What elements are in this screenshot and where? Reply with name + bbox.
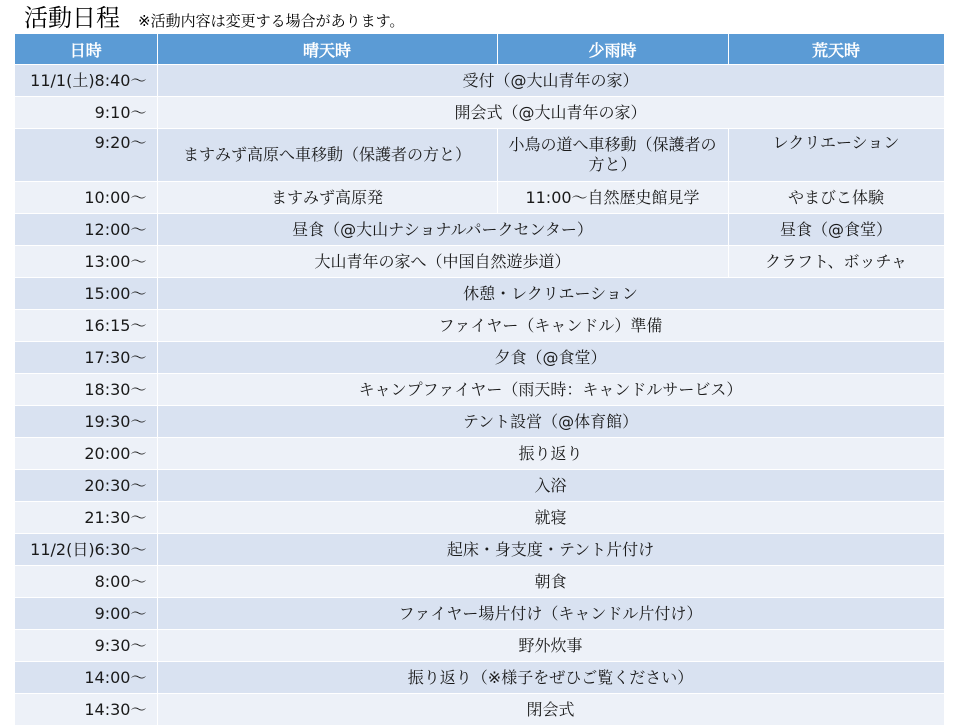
- table-row: [15, 694, 944, 726]
- activity-stormy: クラフト、ボッチャ: [728, 246, 944, 278]
- row-time: 20:00～: [15, 438, 157, 470]
- activity-all-weather: 振り返り（※様子をぜひご覧ください）: [157, 662, 944, 694]
- table-row: [15, 310, 944, 342]
- row-time: 19:30～: [15, 406, 157, 438]
- row-time: 20:30～: [15, 470, 157, 502]
- activity-all-weather: 就寝: [157, 502, 944, 534]
- table-row: [15, 246, 944, 278]
- activity-all-weather: 振り返り: [157, 438, 944, 470]
- table-row: [15, 662, 944, 694]
- table-row: [15, 406, 944, 438]
- table-row: [15, 502, 944, 534]
- change-notice: ※活動内容は変更する場合があります。: [138, 12, 405, 30]
- row-time: 14:00～: [15, 662, 157, 694]
- schedule-table: [15, 34, 945, 726]
- table-row: [15, 65, 944, 97]
- activity-all-weather: テント設営（@体育館）: [157, 406, 944, 438]
- table-row: [15, 598, 944, 630]
- table-header-row: [15, 34, 944, 65]
- page-header: [24, 2, 404, 34]
- activity-all-weather: 野外炊事: [157, 630, 944, 662]
- activity-all-weather: ファイヤー場片付け（キャンドル片付け）: [157, 598, 944, 630]
- row-time: 14:30～: [15, 694, 157, 726]
- activity-all-weather: 閉会式: [157, 694, 944, 726]
- page-title: 活動日程: [24, 4, 120, 32]
- activity-all-weather: 休憩・レクリエーション: [157, 278, 944, 310]
- activity-all-weather: 朝食: [157, 566, 944, 598]
- activity-sunny-and-rain: 大山青年の家へ（中国自然遊歩道）: [157, 246, 728, 278]
- activity-all-weather: 開会式（@大山青年の家）: [157, 97, 944, 129]
- table-row: [15, 129, 944, 182]
- table-row: [15, 438, 944, 470]
- row-time: 9:10～: [15, 97, 157, 129]
- row-time: 11/1(土)8:40～: [15, 65, 157, 97]
- table-row: [15, 566, 944, 598]
- activity-light-rain: 11:00～自然歴史館見学: [497, 182, 728, 214]
- row-time: 9:30～: [15, 630, 157, 662]
- activity-all-weather: 受付（@大山青年の家）: [157, 65, 944, 97]
- table-row: [15, 97, 944, 129]
- row-time: 21:30～: [15, 502, 157, 534]
- table-row: [15, 534, 944, 566]
- row-time: 18:30～: [15, 374, 157, 406]
- row-time: 11/2(日)6:30～: [15, 534, 157, 566]
- activity-all-weather: キャンプファイヤー（雨天時：キャンドルサービス）: [157, 374, 944, 406]
- row-time: 9:20～: [15, 129, 157, 182]
- activity-stormy: 昼食（@食堂）: [728, 214, 944, 246]
- row-time: 16:15～: [15, 310, 157, 342]
- table-row: [15, 182, 944, 214]
- table-row: [15, 278, 944, 310]
- table-row: [15, 214, 944, 246]
- activity-stormy: やまびこ体験: [728, 182, 944, 214]
- row-time: 17:30～: [15, 342, 157, 374]
- column-header-stormy: 荒天時: [728, 34, 944, 65]
- row-time: 8:00～: [15, 566, 157, 598]
- column-header-sunny: 晴天時: [157, 34, 497, 65]
- activity-sunny-and-rain: 昼食（@大山ナショナルパークセンター）: [157, 214, 728, 246]
- activity-all-weather: ファイヤー（キャンドル）準備: [157, 310, 944, 342]
- activity-sunny: ますみず高原へ車移動（保護者の方と）: [157, 129, 497, 182]
- activity-sunny: ますみず高原発: [157, 182, 497, 214]
- row-time: 9:00～: [15, 598, 157, 630]
- table-row: [15, 630, 944, 662]
- row-time: 10:00～: [15, 182, 157, 214]
- table-row: [15, 342, 944, 374]
- column-header-light-rain: 少雨時: [497, 34, 728, 65]
- activity-all-weather: 入浴: [157, 470, 944, 502]
- activity-stormy: レクリエーション: [728, 129, 944, 182]
- activity-all-weather: 起床・身支度・テント片付け: [157, 534, 944, 566]
- row-time: 15:00～: [15, 278, 157, 310]
- table-row: [15, 470, 944, 502]
- table-row: [15, 374, 944, 406]
- row-time: 13:00～: [15, 246, 157, 278]
- row-time: 12:00～: [15, 214, 157, 246]
- activity-light-rain: 小鳥の道へ車移動（保護者の方と）: [497, 129, 728, 182]
- activity-all-weather: 夕食（@食堂）: [157, 342, 944, 374]
- column-header-time: 日時: [15, 34, 157, 65]
